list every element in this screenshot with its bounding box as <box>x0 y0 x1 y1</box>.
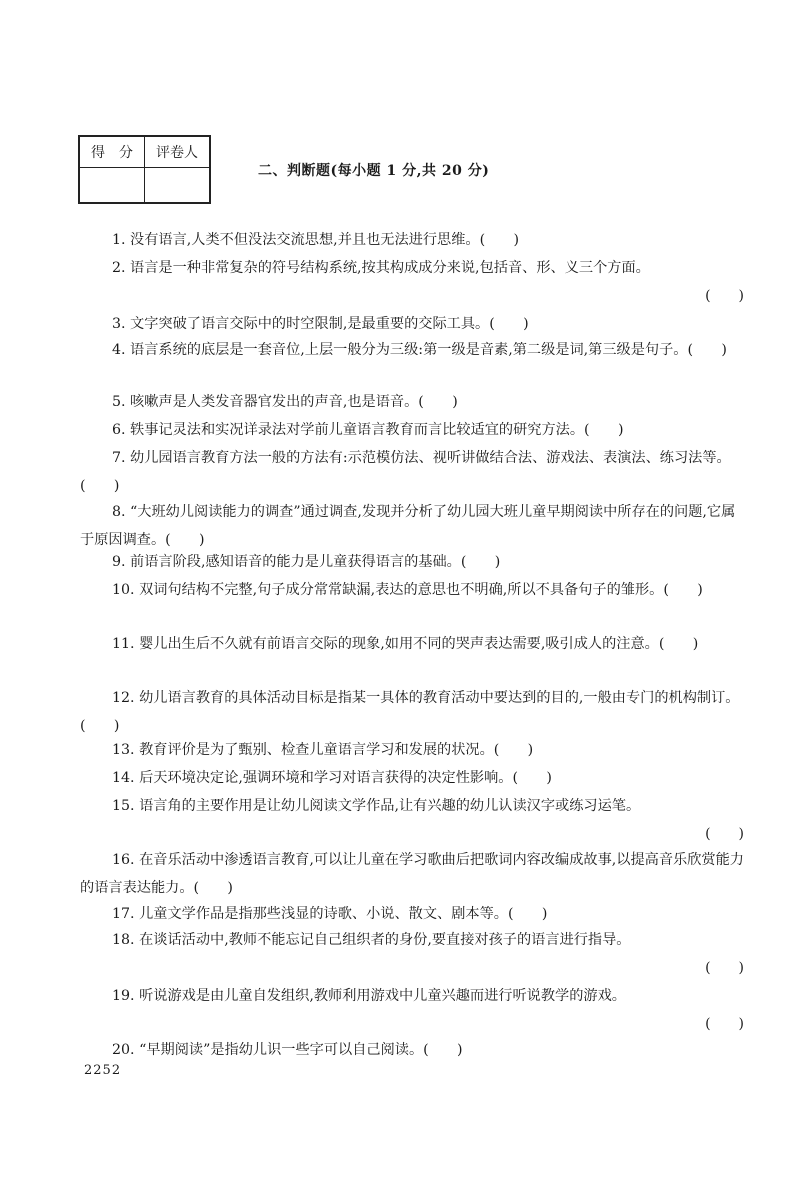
answer-paren-18: ( ) <box>705 960 744 976</box>
question-7: 7. 幼儿园语言教育方法一般的方法有:示范模仿法、视听讲做结合法、游戏法、表演法、练习法等。( ) <box>80 450 731 494</box>
answer-paren-15: ( ) <box>705 826 744 842</box>
question-1: 1. 没有语言,人类不但没法交流思想,并且也无法进行思维。( ) <box>112 232 520 248</box>
question-18: 18. 在谈话活动中,教师不能忘记自己组织者的身份,要直接对孩子的语言进行指导。 <box>112 932 631 948</box>
page-number: 2252 <box>84 1063 122 1078</box>
question-3: 3. 文字突破了语言交际中的时空限制,是最重要的交际工具。( ) <box>112 316 529 332</box>
question-6: 6. 轶事记灵法和实况详录法对学前儿童语言教育而言比较适宜的研究方法。( ) <box>112 422 624 438</box>
question-19: 19. 听说游戏是由儿童自发组织,教师利用游戏中儿童兴趣而进行听说教学的游戏。 <box>112 988 626 1004</box>
question-10: 10. 双词句结构不完整,句子成分常常缺漏,表达的意思也不明确,所以不具备句子的雏形。( ) <box>112 582 703 598</box>
question-14: 14. 后天环境决定论,强调环境和学习对语言获得的决定性影响。( ) <box>112 770 552 786</box>
answer-paren-19: ( ) <box>705 1016 744 1032</box>
question-11: 11. 婴儿出生后不久就有前语言交际的现象,如用不同的哭声表达需要,吸引成人的注意。( ) <box>112 636 699 652</box>
score-label: 得 分 <box>79 136 145 168</box>
grader-cell <box>145 168 211 204</box>
question-15: 15. 语言角的主要作用是让幼儿阅读文学作品,让有兴趣的幼儿认读汉字或练习运笔。 <box>112 798 641 814</box>
score-cell <box>79 168 145 204</box>
question-9: 9. 前语言阶段,感知语音的能力是儿童获得语言的基础。( ) <box>112 554 501 570</box>
question-8: 8. “大班幼儿阅读能力的调查”通过调查,发现并分析了幼儿园大班儿童早期阅读中所存在的问题,它属于原因调查。( ) <box>80 504 736 548</box>
question-5: 5. 咳嗽声是人类发音器官发出的声音,也是语音。( ) <box>112 394 458 410</box>
question-13: 13. 教育评价是为了甄别、检查儿童语言学习和发展的状况。( ) <box>112 742 534 758</box>
question-17: 17. 儿童文学作品是指那些浅显的诗歌、小说、散文、剧本等。( ) <box>112 906 548 922</box>
score-box <box>78 135 211 204</box>
question-20: 20. “早期阅读”是指幼儿识一些字可以自己阅读。( ) <box>112 1042 463 1058</box>
grader-label: 评卷人 <box>145 136 211 168</box>
answer-paren-2: ( ) <box>705 288 744 304</box>
question-16: 16. 在音乐活动中渗透语言教育,可以让儿童在学习歌曲后把歌词内容改编成故事,以提高音乐欣赏能力的语言表达能力。( ) <box>80 852 744 896</box>
question-2: 2. 语言是一种非常复杂的符号结构系统,按其构成成分来说,包括音、形、义三个方面。 <box>112 260 650 276</box>
question-4: 4. 语言系统的底层是一套音位,上层一般分为三级:第一级是音素,第二级是词,第三级是句子。( ) <box>112 342 727 358</box>
section-title: 二、判断题(每小题 1 分,共 20 分) <box>258 163 490 179</box>
question-12: 12. 幼儿语言教育的具体活动目标是指某一具体的教育活动中要达到的目的,一般由专门的机构制订。( ) <box>80 690 740 734</box>
